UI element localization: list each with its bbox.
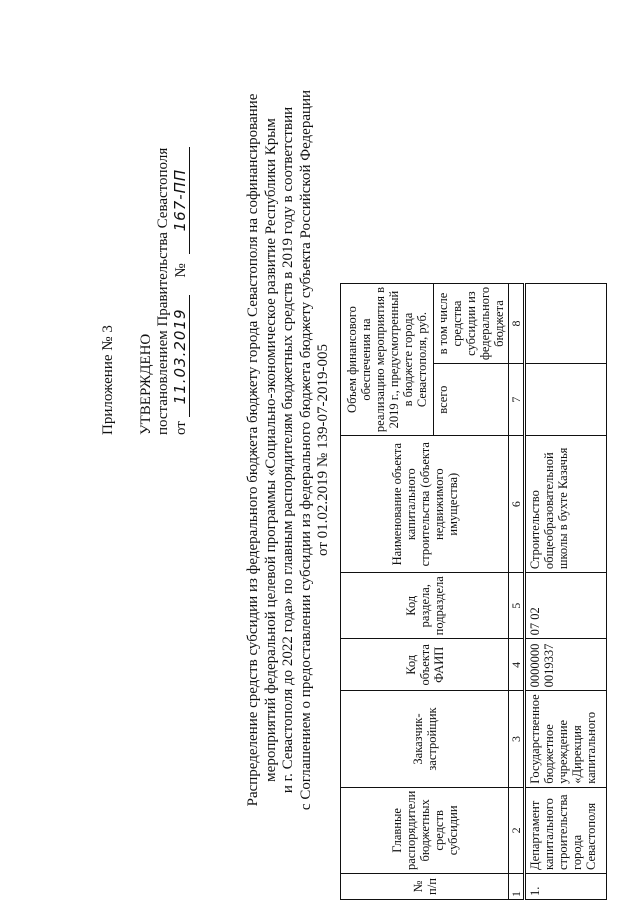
header-row (341, 283, 434, 899)
col-number: 3 (509, 691, 525, 787)
handwritten-number: 167-ПП (172, 147, 190, 254)
header-num: № п/п (341, 874, 509, 900)
header-distributors: Главные распорядители бюджетных средств субсидии (341, 787, 509, 873)
number-prefix: № (173, 263, 189, 278)
date-prefix: от (173, 421, 189, 435)
approval-date-line (172, 147, 190, 435)
approval-block (138, 147, 190, 435)
heading-line: мероприятий федеральной целевой программы «Социально-экономическое развитие Республики Крым (262, 118, 279, 782)
col-number: 1 (509, 874, 525, 900)
table-row (525, 283, 607, 899)
row-customer: Государственное бюджетное учреждение «Дирекция капитального (525, 691, 607, 787)
row-total (525, 364, 607, 436)
col-number: 6 (509, 436, 525, 573)
header-financing: Объем финансового обеспечения на реализацию мероприятия в 2019 г., предусмотренный в бюджете города Севастополя, руб. (341, 283, 434, 435)
row-distributor: Департамент капитального строительства города Севастополя (525, 787, 607, 873)
row-section-code: 07 02 (525, 573, 607, 639)
approved-by: постановлением Правительства Севастополя (155, 147, 171, 435)
heading-line: от 01.02.2019 № 139-07-2019-005 (315, 344, 331, 556)
header-total: всего (434, 364, 509, 436)
header-object-name: Наименование объекта капитального строительства (объекта недвижимого имущества) (341, 436, 509, 573)
handwritten-date: 11.03.2019 (172, 295, 190, 417)
col-number: 2 (509, 787, 525, 873)
row-federal (525, 283, 607, 363)
row-num: 1. (525, 874, 607, 900)
row-object-name: Строительство общеобразовательной школы в бухте Казачья (525, 436, 607, 573)
col-number: 8 (509, 283, 525, 363)
distribution-table (340, 283, 607, 900)
document-heading (245, 85, 333, 815)
header-federal: в том числе средства субсидии из федерального бюджета (434, 283, 509, 363)
col-number: 4 (509, 639, 525, 691)
heading-line: с Соглашением о предоставлении субсидии из федерального бюджета бюджету субъекта Российской Федерации (297, 89, 314, 811)
header-section-code: Код раздела, подраздела (341, 573, 509, 639)
header-customer: Заказчик-застройщик (341, 691, 509, 787)
header-faip-code: Код объекта ФАИП (341, 639, 509, 691)
column-number-row (509, 283, 525, 899)
heading-line: и г. Севастополя до 2022 года» по главным распорядителям бюджетных средств в 2019 году в соответствии (280, 106, 296, 794)
appendix-label: Приложение № 3 (100, 325, 116, 435)
row-faip-code: 0000000 0019337 (525, 639, 607, 691)
col-number: 7 (509, 364, 525, 436)
col-number: 5 (509, 573, 525, 639)
heading-line: Распределение средств субсидии из федерального бюджета бюджету города Севастополя на софинансирование (245, 93, 261, 807)
approved-label: УТВЕРЖДЕНО (138, 333, 154, 435)
